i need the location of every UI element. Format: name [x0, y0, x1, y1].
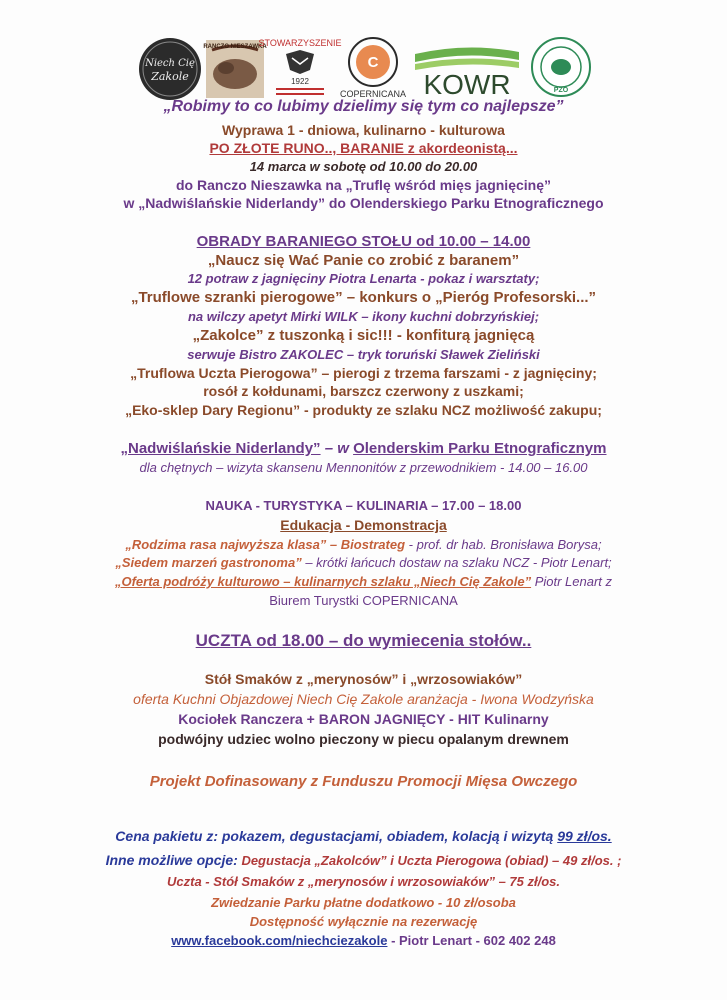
uczta-line-2: oferta Kuchni Objazdowej Niech Cię Zakole aranżacja - Iwona Wodzyńska — [133, 691, 594, 707]
obrady-line-8: rosół z kołdunami, barszcz czerwony z uszkami; — [203, 383, 524, 399]
stowarzyszenie-logo — [258, 34, 342, 100]
nauka-line-3-title: „Oferta podróży kulturowo – kulinarnych szlaku „Niech Cię Zakole” — [114, 574, 532, 589]
svg-text:Zakole: Zakole — [151, 70, 189, 83]
trip-type: Wyprawa 1 - dniowa, kulinarno - kulturowa — [222, 122, 505, 138]
pricing-options-label: Inne możliwe opcje: — [105, 852, 238, 868]
obrady-line-5: „Zakolce” z tuszonką i sic!!! - konfiturą jagnięcą — [192, 327, 535, 344]
niderlandy-name: „Nadwiślańskie Niderlandy” — [120, 440, 321, 457]
uczta-line-3: Kociołek Ranczera + BARON JAGNIĘCY - HIT Kulinarny — [178, 711, 549, 727]
uczta-heading: UCZTA od 18.00 – do wymiecenia stołów.. — [195, 631, 532, 650]
pricing-line-4: Zwiedzanie Parku płatne dodatkowo - 10 zł/osoba — [211, 895, 516, 910]
pricing-line-5: Dostępność wyłącznie na rezerwację — [249, 914, 478, 929]
niderlandy-connector: – w — [320, 440, 354, 457]
facebook-link[interactable]: www.facebook.com/niechciezakole — [171, 933, 388, 948]
pricing-package: Cena pakietu z: pokazem, degustacjami, obiadem, kolacją i wizytą — [115, 828, 558, 844]
copernicana-logo — [336, 34, 410, 100]
obrady-line-9: „Eko-sklep Dary Regionu” - produkty ze szlaku NCZ możliwość zakupu; — [125, 402, 602, 418]
uczta-line-1: Stół Smaków z „merynosów” i „wrzosowiaków” — [204, 671, 523, 687]
niderlandy-visit: dla chętnych – wizyta skansenu Mennonitów z przewodnikiem - 14.00 – 16.00 — [139, 460, 588, 475]
svg-text:KOWR: KOWR — [423, 69, 511, 100]
obrady-line-6: serwuje Bistro ZAKOLEC – tryk toruński Sławek Zieliński — [187, 347, 540, 362]
obrady-heading: OBRADY BARANIEGO STOŁU od 10.00 – 14.00 — [196, 233, 531, 250]
svg-text:Niech Cię: Niech Cię — [145, 58, 195, 69]
svg-text:C: C — [367, 54, 379, 71]
contact-phone: - Piotr Lenart - 602 402 248 — [387, 933, 556, 948]
nauka-line-4: Biurem Turystki COPERNICANA — [269, 593, 458, 608]
svg-text:RANCZO NIESZAWKA: RANCZO NIESZAWKA — [203, 44, 267, 50]
svg-text:1922: 1922 — [291, 77, 309, 86]
projekt-note: Projekt Dofinasowany z Funduszu Promocji Mięsa Owczego — [149, 773, 578, 790]
niderlandy-heading — [0, 440, 727, 458]
contact-line — [0, 933, 727, 949]
destination: do Ranczo Nieszawka na „Truflę wśród mięs jagnięcinę” — [176, 177, 551, 193]
obrady-line-3: „Truflowe szranki pierogowe” – konkurs o „Pieróg Profesorski...” — [130, 289, 597, 306]
nauka-heading: NAUKA - TURYSTYKA – KULINARIA – 17.00 – 18.00 — [205, 498, 522, 513]
motto: „Robimy to co lubimy dzielimy się tym co najlepsze” — [163, 98, 564, 115]
niech-cie-zakole-logo — [137, 36, 203, 102]
region: w „Nadwiślańskie Niderlandy” do Olenderskiego Parku Etnograficznego — [123, 195, 604, 211]
nauka-line-2-title: „Siedem marzeń gastronoma” — [115, 555, 302, 570]
kowr-logo — [415, 38, 519, 98]
park-name: Olenderskim Parku Etnograficznym — [353, 440, 607, 457]
pricing-package-price: 99 zł/os. — [557, 828, 612, 844]
svg-text:STOWARZYSZENIE: STOWARZYSZENIE — [258, 38, 342, 48]
logo-row — [0, 30, 727, 100]
uczta-line-4: podwójny udziec wolno pieczony w piecu opalanym drewnem — [158, 731, 569, 747]
obrady-line-4: na wilczy apetyt Mirki WILK – ikony kuchni dobrzyńskiej; — [187, 309, 540, 324]
obrady-line-1: „Naucz się Wać Panie co zrobić z baranem” — [207, 252, 520, 269]
nauka-line-1-rest: - prof. dr hab. Bronisława Borysa; — [405, 537, 602, 552]
obrady-line-7: „Truflowa Uczta Pierogowa” – pierogi z trzema farszami - z jagnięciny; — [130, 365, 597, 381]
pricing-option-1: Degustacja „Zakolców” i Uczta Pierogowa (obiad) – 49 zł/os. ; — [237, 853, 622, 868]
pzo-logo — [530, 36, 592, 98]
nauka-line-3 — [0, 574, 727, 590]
event-date: 14 marca w sobotę od 10.00 do 20.00 — [249, 159, 478, 174]
nauka-line-2 — [0, 555, 727, 571]
pricing-line-1 — [0, 828, 727, 845]
nauka-line-3-rest: Piotr Lenart z — [531, 574, 613, 589]
nauka-line-2-rest: – krótki łańcuch dostaw na szlaku NCZ - Piotr Lenart; — [301, 555, 612, 570]
svg-text:PZO: PZO — [553, 87, 569, 94]
nauka-line-1 — [0, 537, 727, 553]
title-links: PO ZŁOTE RUNO.., BARANIE z akordeonistą... — [209, 140, 518, 156]
pricing-line-3: Uczta - Stół Smaków z „merynosów i wrzosowiaków” – 75 zł/os. — [167, 874, 560, 889]
ranczo-nieszawka-logo — [203, 40, 267, 98]
nauka-line-1-title: „Rodzima rasa najwyższa klasa” – Biostrateg — [125, 537, 406, 552]
pricing-line-2 — [0, 852, 727, 869]
obrady-line-2: 12 potraw z jagnięciny Piotra Lenarta - pokaz i warsztaty; — [187, 271, 540, 286]
nauka-sub: Edukacja - Demonstracja — [280, 517, 447, 533]
svg-text:COPERNICANA: COPERNICANA — [339, 89, 407, 99]
